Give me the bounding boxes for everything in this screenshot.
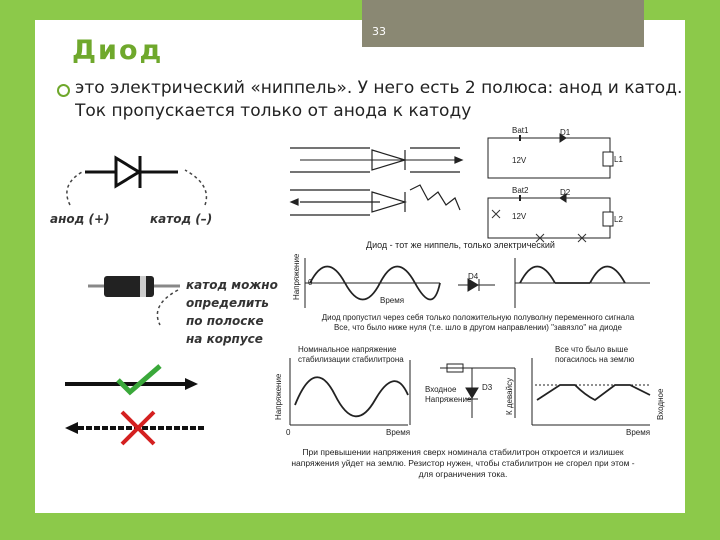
circuit-diagrams: [488, 134, 613, 242]
nominal-line: стабилизации стабилитрона: [298, 355, 404, 364]
rectifier-graphs: [305, 258, 650, 308]
x-axis-label: Время: [386, 428, 411, 437]
anode-label: анод (+): [50, 212, 110, 226]
zero-label: 0: [286, 428, 291, 437]
page-number: 33: [372, 25, 386, 38]
nominal-line: Номинальное напряжение: [298, 345, 397, 354]
diode-symbol: [85, 156, 178, 188]
lamp-label: L2: [614, 215, 623, 224]
caption-line: При превышении напряжения сверх номинала стабилитрон откроется и излишек: [302, 447, 624, 457]
zener-caption: [278, 447, 648, 480]
caption-line: Диод пропустил через себя только положительную полуволну переменного сигнала: [321, 313, 635, 322]
nipple-analogy: [290, 148, 462, 215]
slide-title: Диод: [72, 35, 164, 66]
lamp-label: L1: [614, 155, 623, 164]
diode-label: D3: [482, 383, 493, 392]
anode-arrow: [67, 172, 82, 205]
above-label: [555, 345, 634, 365]
diode-label: D2: [560, 188, 571, 197]
stripe-hint: [186, 276, 278, 348]
voltage-label: 12V: [512, 156, 527, 165]
diode-label: D4: [468, 272, 479, 281]
stripe-arrow: [157, 290, 178, 325]
input-line: Напряжение: [425, 395, 472, 404]
rectifier-caption-top: Диод - тот же ниппель, только электрический: [366, 240, 555, 250]
x-axis-label: Время: [380, 296, 405, 305]
to-device-label: К девайсу: [505, 377, 514, 415]
bullet-text: это электрический «ниппель». У него есть 2 полюса: анод и катод. Ток пропускается только от анода к катоду: [75, 78, 683, 121]
above-line: Все что было выше: [555, 345, 629, 354]
input-label: [425, 385, 471, 405]
stripe-line: определить: [186, 296, 269, 310]
battery-label: Bat2: [512, 186, 529, 195]
above-line: погасилось на землю: [555, 355, 635, 364]
input-line: Входное: [425, 385, 457, 394]
x-axis-label: Время: [626, 428, 651, 437]
stripe-line: на корпусе: [186, 332, 263, 346]
y-axis-label: Напряжение: [292, 253, 301, 300]
stripe-line: катод можно: [186, 278, 278, 292]
caption-line: Все, что было ниже нуля (т.е. шло в другом направлении) "завязло" на диоде: [333, 323, 623, 332]
diode-label: D1: [560, 128, 571, 137]
cathode-label: катод (–): [150, 212, 213, 226]
y-axis-label: Напряжение: [274, 373, 283, 420]
nominal-label: [298, 345, 404, 365]
cathode-arrow: [185, 170, 206, 205]
voltage-label: 12V: [512, 212, 527, 221]
diode-package: [88, 276, 180, 297]
battery-label: Bat1: [512, 126, 529, 135]
rectifier-caption: [308, 313, 648, 333]
stripe-line: по полоске: [186, 314, 264, 328]
caption-line: напряжения уйдет на землю. Резистор нужен, чтобы стабилитрон не сгорел при этом -: [291, 458, 635, 468]
check-icon: [118, 366, 160, 392]
caption-line: для ограничения тока.: [418, 469, 508, 479]
input-right-label: Входное: [656, 388, 665, 420]
zero-label: 0: [308, 278, 313, 287]
